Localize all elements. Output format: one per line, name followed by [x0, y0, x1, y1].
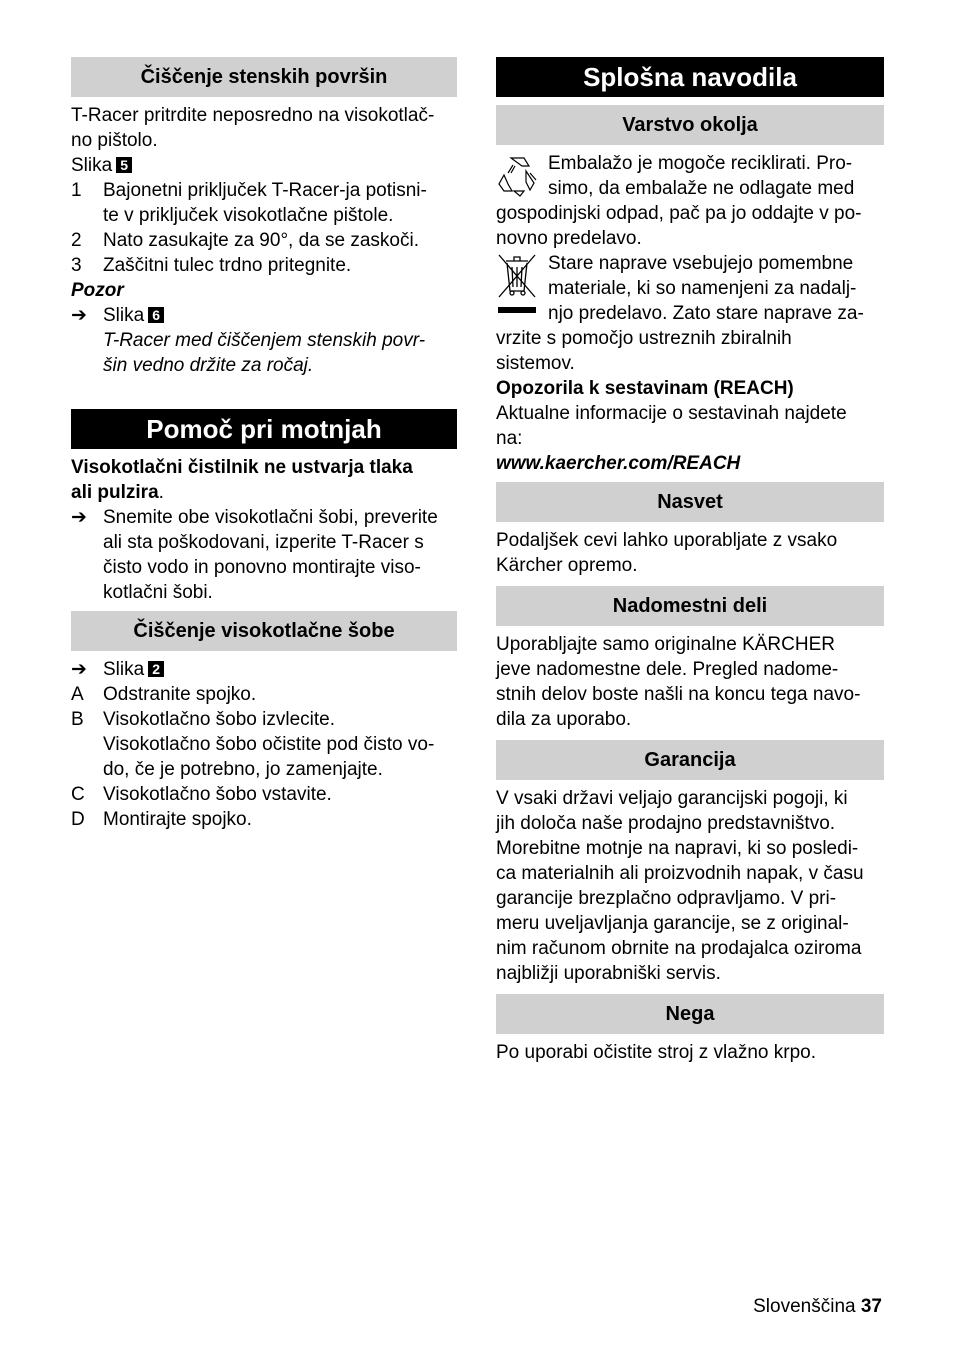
section-heading-nozzle-cleaning: Čiščenje visokotlačne šobe [71, 611, 457, 651]
list-item: D Montirajte spojko. [71, 809, 252, 830]
crossed-bin-icon [496, 251, 548, 326]
arrow-item: ➔ Slika 2 [71, 657, 457, 682]
recycling-paragraph: Embalažo je mogoče reciklirati. Pro- simo, da embalaže ne odlagate med [496, 151, 884, 201]
problem-heading: Visokotlačni čistilnik ne ustvarja tlaka [71, 457, 413, 478]
arrow-icon: ➔ [71, 659, 87, 680]
arrow-icon: ➔ [71, 305, 87, 326]
figure-number-badge: 5 [116, 157, 132, 173]
list-item: 2 Nato zasukajte za 90°, da se zaskoči. [71, 230, 419, 251]
list-item-continuation: te v priključek visokotlačne pištole. [103, 205, 394, 226]
section-heading-tip: Nasvet [496, 482, 884, 522]
section-heading-spare-parts: Nadomestni deli [496, 586, 884, 626]
figure-number-badge: 6 [148, 307, 164, 323]
paragraph-line: no pištolo. [71, 130, 158, 151]
arrow-icon: ➔ [71, 507, 87, 528]
arrow-item: ➔ Snemite obe visokotlačni šobi, preverite [71, 507, 438, 528]
recycling-icon [496, 151, 548, 201]
page-number: 37 [860, 1296, 882, 1317]
list-item: A Odstranite spojko. [71, 684, 257, 705]
problem-heading: ali pulzira. [71, 482, 164, 503]
note-line: T-Racer med čiščenjem stenskih povr- [103, 330, 426, 351]
section-heading-environment: Varstvo okolja [496, 105, 884, 145]
reach-url: www.kaercher.com/REACH [496, 453, 741, 474]
arrow-item-continuation: čisto vodo in ponovno montirajte viso- [103, 557, 421, 578]
note-line: šin vedno držite za ročaj. [103, 355, 314, 376]
paragraph-line: T-Racer pritrdite neposredno na visokotlač- [71, 105, 435, 126]
list-item: 1 Bajonetni priključek T-Racer-ja potisni- [71, 180, 427, 201]
right-column: Splošna navodila Varstvo okolja Embalažo je mogoče reciklirati. Pro- simo, da embalaže ne odlagate med gospodinjski odpad, pač pa jo oddajte v po- novno predelavo. Stare naprave vsebujejo pomembne materiale, ki so namenjeni za nadalj- njo predelavo. Zato stare naprave za- vrzite s pomočjo ustreznih zbiralnih sistemov. Opozorila k sestavinam (REACH) Aktualne informacije o sestavinah najdete na: www.kaercher.com/REACH Nasvet Podaljšek cevi lahko uporabljate z vsako Kärcher opremo. Nadomestni deli Uporabljajte samo originalne KÄRCHER jeve nadomestne dele. Pregled nadome- stnih delov boste našli na koncu tega navo- dila za uporabo. Garancija V vsaki državi veljajo garancijski pogoji, ki jih določa naše prodajno predstavništvo. Morebitne motnje na napravi, ki so posledi- ca materialnih ali proizvodnih napak, v času garancije brezplačno odpravljamo. V pri- meru uveljavljanja garancije, se z original- nim računom obrnite na prodajalca oziroma najbližji uporabniški servis. Nega Po uporabi očistite stroj z vlažno krpo. [496, 57, 884, 1065]
list-item: C Visokotlačno šobo vstavite. [71, 784, 332, 805]
arrow-item-continuation: ali sta poškodovani, izperite T-Racer s [103, 532, 424, 553]
list-item: B Visokotlačno šobo izvlecite. [71, 709, 335, 730]
page-footer [753, 1294, 882, 1319]
reach-heading: Opozorila k sestavinam (REACH) [496, 378, 794, 399]
weee-paragraph: Stare naprave vsebujejo pomembne materiale, ki so namenjeni za nadalj- njo predelavo. Zato stare naprave za- [496, 251, 884, 326]
left-column [71, 57, 457, 832]
list-item-continuation: Visokotlačno šobo očistite pod čisto vo- [103, 734, 435, 755]
figure-ref: Slika 5 [71, 153, 457, 178]
section-heading-wall-cleaning: Čiščenje stenskih površin [71, 57, 457, 97]
chapter-heading-troubleshooting: Pomoč pri motnjah [71, 409, 457, 449]
warning-label: Pozor [71, 280, 124, 301]
section-heading-warranty: Garancija [496, 740, 884, 780]
chapter-heading-general: Splošna navodila [496, 57, 884, 97]
figure-number-badge: 2 [148, 661, 164, 677]
list-item: 3 Zaščitni tulec trdno pritegnite. [71, 255, 352, 276]
list-item-continuation: do, če je potrebno, jo zamenjajte. [103, 759, 383, 780]
arrow-item-continuation: kotlačni šobi. [103, 582, 213, 603]
section-heading-care: Nega [496, 994, 884, 1034]
arrow-item: ➔ Slika 6 [71, 303, 457, 328]
footer-language: Slovenščina [753, 1296, 856, 1317]
